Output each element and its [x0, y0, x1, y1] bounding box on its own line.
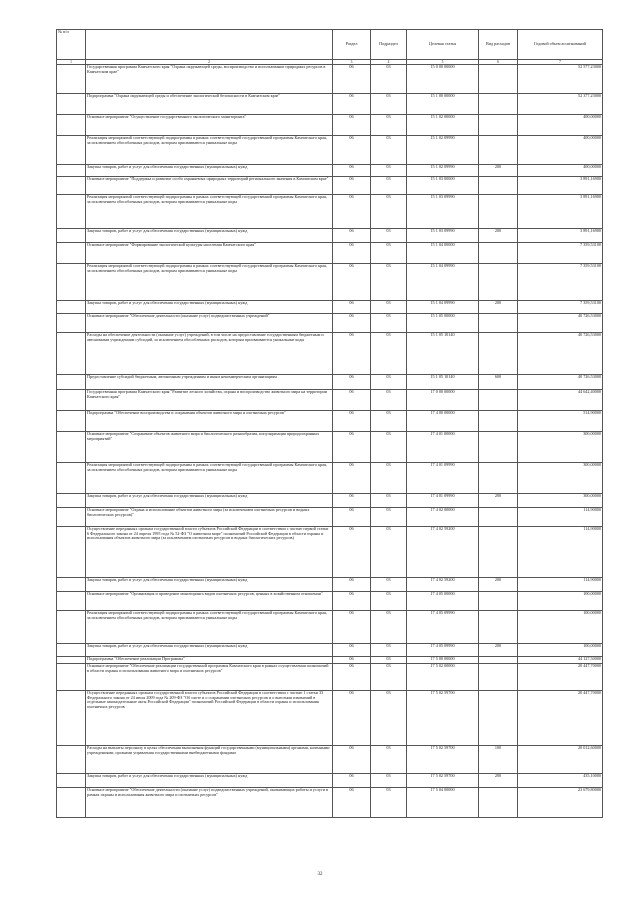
cell-expense-type — [479, 136, 518, 165]
cell-name: Закупка товаров, работ и услуг для обеспечения государственных (муниципальных) нужд — [86, 578, 333, 592]
cell-target: 15 1 05 10140 — [407, 333, 479, 375]
cell-expense-type: 200 — [479, 644, 518, 657]
cell-num — [57, 592, 86, 611]
cell-amount: 44 127,50000 — [518, 657, 603, 664]
cell-target: 15 1 02 00000 — [407, 115, 479, 136]
cell-subsection: 03 — [371, 774, 407, 788]
table-row — [57, 592, 603, 611]
cell-section: 06 — [333, 746, 371, 774]
table-row — [57, 494, 603, 508]
table-row — [57, 94, 603, 115]
cell-subsection: 03 — [371, 65, 407, 94]
cell-name: Расходы на обеспечение деятельности (оказание услуг) учреждений, в том числе на предоставление государственным бюджетным и автономным учреждениям субсидий, за исключением обособленных расходов, которым присваиваются уникальные коды — [86, 333, 333, 375]
table-row — [57, 664, 603, 691]
cell-name: Основное мероприятие "Поддержка и развитие особо охраняемых природных территорий регионального значения в Камчатском крае" — [86, 177, 333, 195]
cell-expense-type — [479, 592, 518, 611]
cell-expense-type — [479, 691, 518, 746]
cell-target: 15 1 03 09990 — [407, 229, 479, 243]
cell-subsection: 03 — [371, 301, 407, 314]
cell-target: 17 4 01 09990 — [407, 463, 479, 494]
cell-name: Подпрограмма "Обеспечение реализации Программы" — [86, 657, 333, 664]
cell-section: 06 — [333, 494, 371, 508]
header-target: Целевая статья — [407, 30, 479, 60]
table-body — [57, 65, 603, 818]
cell-target: 17 5 02 59700 — [407, 774, 479, 788]
table-row — [57, 611, 603, 644]
table-row — [57, 774, 603, 788]
cell-subsection: 03 — [371, 195, 407, 229]
cell-target: 17 4 05 09990 — [407, 611, 479, 644]
cell-section: 06 — [333, 243, 371, 264]
cell-num — [57, 788, 86, 818]
cell-target: 17 5 04 00000 — [407, 788, 479, 818]
cell-num — [57, 195, 86, 229]
cell-name: Реализация мероприятий соответствующей подпрограммы в рамках соответствующей государственной программы Камчатского края, за исключением обособленных расходов, которым присваиваются уникальные коды — [86, 136, 333, 165]
cell-target: 17 5 02 59700 — [407, 746, 479, 774]
cell-name: Основное мероприятие "Обеспечение реализации государственной программы Камчатского края в рамках осуществления полномочий в области охраны и использования животного мира и охотничьих ресурсов" — [86, 664, 333, 691]
column-index-section: 3 — [333, 60, 371, 65]
cell-name: Реализация мероприятий соответствующей подпрограммы в рамках соответствующей государственной программы Камчатского края, за исключением обособленных расходов, которым присваиваются уникальные коды — [86, 195, 333, 229]
cell-subsection: 03 — [371, 746, 407, 774]
table-row — [57, 644, 603, 657]
cell-name: Государственная программа Камчатского края "Охрана окружающей среды, воспроизводство и использование природных ресурсов в Камчатском крае" — [86, 65, 333, 94]
cell-name: Государственная программа Камчатского края "Развитие лесного хозяйства, охрана и воспроизводство животного мира на территории Камчатского края" — [86, 390, 333, 411]
cell-num — [57, 375, 86, 390]
cell-target: 15 1 03 09990 — [407, 195, 479, 229]
cell-name: Основное мероприятие "Обеспечение деятельности (оказание услуг) подведомственных учреждений, оказывающих работы и услуги в рамках охраны и использования животного мира и охотничьих ресурсов" — [86, 788, 333, 818]
cell-section: 06 — [333, 527, 371, 578]
cell-section: 06 — [333, 314, 371, 333]
cell-name: Закупка товаров, работ и услуг для обеспечения государственных (муниципальных) нужд — [86, 644, 333, 657]
cell-section: 06 — [333, 788, 371, 818]
cell-num — [57, 508, 86, 527]
cell-section: 06 — [333, 333, 371, 375]
cell-section: 06 — [333, 508, 371, 527]
table-row — [57, 691, 603, 746]
cell-num — [57, 165, 86, 177]
cell-num — [57, 136, 86, 165]
table-row — [57, 463, 603, 494]
cell-subsection: 03 — [371, 592, 407, 611]
cell-subsection: 03 — [371, 165, 407, 177]
table-row — [57, 333, 603, 375]
table-row — [57, 788, 603, 818]
cell-section: 06 — [333, 463, 371, 494]
cell-name: Основное мероприятие "Обеспечение деятельности (оказание услуг) подведомственных учреждений" — [86, 314, 333, 333]
cell-subsection: 03 — [371, 644, 407, 657]
cell-expense-type: 200 — [479, 774, 518, 788]
cell-expense-type — [479, 432, 518, 463]
cell-target: 17 5 02 00000 — [407, 664, 479, 691]
header-section: Раздел — [333, 30, 371, 60]
table-row — [57, 195, 603, 229]
cell-expense-type — [479, 65, 518, 94]
cell-name: Расходы на выплаты персоналу в целях обеспечения выполнения функций государственными (муниципальными) органами, казенными учреждениями, органами управления государственными внебюджетными фондами — [86, 746, 333, 774]
cell-subsection: 03 — [371, 136, 407, 165]
cell-section: 06 — [333, 578, 371, 592]
cell-expense-type — [479, 94, 518, 115]
cell-subsection: 03 — [371, 264, 407, 301]
cell-amount: 23 679,80000 — [518, 788, 603, 818]
table-row — [57, 375, 603, 390]
cell-subsection: 03 — [371, 508, 407, 527]
table-row — [57, 177, 603, 195]
table-row — [57, 65, 603, 94]
cell-target: 17 0 00 00000 — [407, 390, 479, 411]
cell-target: 17 4 02 00000 — [407, 508, 479, 527]
cell-expense-type — [479, 243, 518, 264]
header-amount: Годовой объем ассигнований — [518, 30, 603, 60]
cell-num — [57, 527, 86, 578]
header-subsection: Подраздел — [371, 30, 407, 60]
cell-expense-type: 600 — [479, 375, 518, 390]
cell-num — [57, 94, 86, 115]
cell-num — [57, 691, 86, 746]
cell-subsection: 03 — [371, 432, 407, 463]
cell-section: 06 — [333, 65, 371, 94]
cell-subsection: 03 — [371, 657, 407, 664]
cell-section: 06 — [333, 657, 371, 664]
table-row — [57, 165, 603, 177]
cell-target: 15 0 00 00000 — [407, 65, 479, 94]
cell-amount: 7 359,53100 — [518, 301, 603, 314]
cell-expense-type — [479, 788, 518, 818]
cell-name: Осуществление переданных органам государственной власти субъектов Российской Федерации в соответствии с частью первой статьи 6 Федерального закона от 24 апреля 1995 года № 52-ФЗ "О животном мире" полномочий Российской Федерации в области охраны и использования объектов животного мира (за исключением охотничьих ресурсов и водных биологических ресурсов) — [86, 527, 333, 578]
cell-amount: 3 891,16900 — [518, 229, 603, 243]
cell-name: Предоставление субсидий бюджетным, автономным учреждениям и иным некоммерческим организациям — [86, 375, 333, 390]
cell-section: 06 — [333, 592, 371, 611]
cell-name: Основное мероприятие "Организация и проведение мониторинга видов охотничьих ресурсов, ценных в хозяйственном отношении" — [86, 592, 333, 611]
cell-expense-type — [479, 527, 518, 578]
cell-amount: 20 447,70000 — [518, 664, 603, 691]
cell-subsection: 03 — [371, 788, 407, 818]
cell-target: 15 1 02 09990 — [407, 136, 479, 165]
cell-expense-type — [479, 333, 518, 375]
header-name — [86, 30, 333, 60]
table-row — [57, 243, 603, 264]
cell-expense-type — [479, 463, 518, 494]
cell-subsection: 03 — [371, 177, 407, 195]
cell-target: 17 4 01 00000 — [407, 432, 479, 463]
cell-subsection: 03 — [371, 664, 407, 691]
cell-section: 06 — [333, 411, 371, 432]
cell-section: 06 — [333, 375, 371, 390]
cell-num — [57, 243, 86, 264]
cell-subsection: 03 — [371, 494, 407, 508]
cell-expense-type: 200 — [479, 301, 518, 314]
column-index-subsection: 4 — [371, 60, 407, 65]
cell-name: Основное мероприятие "Формирование экологической культуры населения Камчатского края" — [86, 243, 333, 264]
cell-num — [57, 65, 86, 94]
column-index-expense_type: 6 — [479, 60, 518, 65]
cell-name: Закупка товаров, работ и услуг для обеспечения государственных (муниципальных) нужд — [86, 229, 333, 243]
table-row — [57, 578, 603, 592]
cell-amount: 435,10000 — [518, 774, 603, 788]
cell-target: 15 1 00 00000 — [407, 94, 479, 115]
cell-target: 15 1 03 00000 — [407, 177, 479, 195]
table-row — [57, 136, 603, 165]
cell-amount: 400,00000 — [518, 165, 603, 177]
cell-num — [57, 664, 86, 691]
cell-target: 15 1 04 09990 — [407, 301, 479, 314]
cell-target: 17 4 01 09990 — [407, 494, 479, 508]
cell-section: 06 — [333, 390, 371, 411]
table-row — [57, 390, 603, 411]
cell-section: 06 — [333, 264, 371, 301]
cell-expense-type: 200 — [479, 165, 518, 177]
cell-subsection: 03 — [371, 390, 407, 411]
cell-num — [57, 301, 86, 314]
cell-expense-type — [479, 664, 518, 691]
cell-name: Закупка товаров, работ и услуг для обеспечения государственных (муниципальных) нужд — [86, 774, 333, 788]
cell-name: Реализация мероприятий соответствующей подпрограммы в рамках соответствующей государственной программы Камчатского края, за исключением обособленных расходов, которым присваиваются уникальные коды — [86, 264, 333, 301]
cell-name: Реализация мероприятий соответствующей подпрограммы в рамках соответствующей государственной программы Камчатского края, за исключением обособленных расходов, которым присваиваются уникальные коды — [86, 463, 333, 494]
cell-section: 06 — [333, 177, 371, 195]
cell-expense-type: 100 — [479, 746, 518, 774]
cell-section: 06 — [333, 691, 371, 746]
cell-expense-type: 200 — [479, 229, 518, 243]
table-row — [57, 115, 603, 136]
cell-name: Подпрограмма "Охрана окружающей среды и обеспечение экологической безопасности в Камчатском крае" — [86, 94, 333, 115]
cell-num — [57, 578, 86, 592]
cell-name: Подпрограмма "Обеспечение воспроизводства и сохранения объектов животного мира и охотничьих ресурсов" — [86, 411, 333, 432]
cell-amount: 400,00000 — [518, 136, 603, 165]
cell-name: Осуществление переданных органам государственной власти субъектов Российской Федерации в соответствии с частью 1 статьи 33 Федерального закона от 24 июля 2009 года № 209-ФЗ "Об охоте и о сохранении охотничьих ресурсов и о внесении изменений в отдельные законодательные акты Российской Федерации" полномочий Российской Федерации в области охраны и использования охотничьих ресурсов — [86, 691, 333, 746]
cell-target: 17 4 05 00000 — [407, 592, 479, 611]
cell-amount: 514,90000 — [518, 411, 603, 432]
cell-expense-type — [479, 390, 518, 411]
cell-name: Закупка товаров, работ и услуг для обеспечения государственных (муниципальных) нужд — [86, 301, 333, 314]
cell-num — [57, 390, 86, 411]
cell-num — [57, 333, 86, 375]
cell-num — [57, 774, 86, 788]
cell-expense-type: 200 — [479, 578, 518, 592]
table-row — [57, 527, 603, 578]
table-row — [57, 432, 603, 463]
table-row — [57, 411, 603, 432]
cell-amount: 300,00000 — [518, 432, 603, 463]
cell-section: 06 — [333, 301, 371, 314]
header-num: № п/п — [57, 30, 86, 60]
cell-num — [57, 264, 86, 301]
table-row — [57, 746, 603, 774]
cell-num — [57, 657, 86, 664]
cell-target: 17 4 05 09990 — [407, 644, 479, 657]
cell-amount: 40 726,53000 — [518, 375, 603, 390]
column-index-name: 2 — [86, 60, 333, 65]
cell-amount: 7 359,53100 — [518, 243, 603, 264]
cell-section: 06 — [333, 644, 371, 657]
cell-amount: 400,00000 — [518, 115, 603, 136]
cell-subsection: 03 — [371, 243, 407, 264]
cell-amount: 100,00000 — [518, 592, 603, 611]
cell-expense-type — [479, 411, 518, 432]
cell-num — [57, 177, 86, 195]
cell-target: 17 4 00 00000 — [407, 411, 479, 432]
cell-amount: 20 447,70000 — [518, 691, 603, 746]
cell-amount: 300,00000 — [518, 463, 603, 494]
cell-name: Основное мероприятие "Осуществление государственного экологического мониторинга" — [86, 115, 333, 136]
cell-subsection: 03 — [371, 314, 407, 333]
cell-target: 17 5 02 59700 — [407, 691, 479, 746]
cell-amount: 100,00000 — [518, 611, 603, 644]
table-row — [57, 508, 603, 527]
cell-expense-type — [479, 115, 518, 136]
cell-target: 15 1 02 09990 — [407, 165, 479, 177]
cell-amount: 3 891,16900 — [518, 195, 603, 229]
cell-expense-type — [479, 314, 518, 333]
cell-num — [57, 229, 86, 243]
cell-amount: 52 577,23000 — [518, 65, 603, 94]
cell-subsection: 03 — [371, 94, 407, 115]
cell-target: 15 1 04 00000 — [407, 243, 479, 264]
cell-section: 06 — [333, 774, 371, 788]
cell-amount: 114,90000 — [518, 527, 603, 578]
cell-subsection: 03 — [371, 463, 407, 494]
cell-expense-type: 200 — [479, 494, 518, 508]
cell-num — [57, 432, 86, 463]
cell-subsection: 03 — [371, 375, 407, 390]
cell-amount: 7 359,53100 — [518, 264, 603, 301]
cell-name: Закупка товаров, работ и услуг для обеспечения государственных (муниципальных) нужд — [86, 165, 333, 177]
table-row — [57, 264, 603, 301]
table-row — [57, 229, 603, 243]
cell-num — [57, 115, 86, 136]
column-index-amount: 7 — [518, 60, 603, 65]
cell-target: 17 5 00 00000 — [407, 657, 479, 664]
cell-num — [57, 494, 86, 508]
cell-amount: 52 377,23000 — [518, 94, 603, 115]
table-row — [57, 657, 603, 664]
table-row — [57, 314, 603, 333]
cell-subsection: 03 — [371, 611, 407, 644]
cell-expense-type — [479, 177, 518, 195]
cell-amount: 114,90000 — [518, 578, 603, 592]
page-number: 32 — [317, 872, 323, 877]
cell-num — [57, 314, 86, 333]
table-row — [57, 301, 603, 314]
column-index-target: 5 — [407, 60, 479, 65]
cell-amount: 3 891,16900 — [518, 177, 603, 195]
cell-amount: 20 012,60000 — [518, 746, 603, 774]
cell-section: 06 — [333, 165, 371, 177]
table-header-row — [57, 30, 603, 60]
cell-amount: 44 642,40000 — [518, 390, 603, 411]
cell-expense-type — [479, 508, 518, 527]
cell-expense-type — [479, 657, 518, 664]
cell-subsection: 03 — [371, 691, 407, 746]
cell-expense-type — [479, 264, 518, 301]
cell-amount: 40 726,53000 — [518, 333, 603, 375]
cell-target: 15 1 05 00000 — [407, 314, 479, 333]
cell-subsection: 03 — [371, 578, 407, 592]
column-index-num: 1 — [57, 60, 86, 65]
header-expense_type: Вид расходов — [479, 30, 518, 60]
cell-section: 06 — [333, 611, 371, 644]
cell-name: Реализация мероприятий соответствующей подпрограммы в рамках соответствующей государственной программы Камчатского края, за исключением обособленных расходов, которым присваиваются уникальные коды — [86, 611, 333, 644]
cell-num — [57, 411, 86, 432]
cell-section: 06 — [333, 664, 371, 691]
cell-amount: 300,00000 — [518, 494, 603, 508]
cell-section: 06 — [333, 94, 371, 115]
cell-section: 06 — [333, 136, 371, 165]
cell-target: 17 4 02 59200 — [407, 527, 479, 578]
cell-section: 06 — [333, 432, 371, 463]
cell-subsection: 03 — [371, 229, 407, 243]
cell-num — [57, 463, 86, 494]
cell-section: 06 — [333, 195, 371, 229]
cell-subsection: 03 — [371, 527, 407, 578]
cell-target: 17 4 02 59200 — [407, 578, 479, 592]
cell-section: 06 — [333, 115, 371, 136]
cell-target: 15 1 04 09990 — [407, 264, 479, 301]
cell-amount: 40 726,53000 — [518, 314, 603, 333]
cell-amount: 100,00000 — [518, 644, 603, 657]
cell-expense-type — [479, 195, 518, 229]
cell-section: 06 — [333, 229, 371, 243]
cell-num — [57, 644, 86, 657]
cell-subsection: 03 — [371, 411, 407, 432]
budget-table — [56, 29, 603, 818]
cell-num — [57, 611, 86, 644]
cell-name: Основное мероприятие "Сохранение объектов животного мира и биологического разнообразия, популяризация природоохранных мероприятий" — [86, 432, 333, 463]
cell-num — [57, 746, 86, 774]
cell-name: Закупка товаров, работ и услуг для обеспечения государственных (муниципальных) нужд — [86, 494, 333, 508]
cell-name: Основное мероприятие "Охрана и использование объектов животного мира (за исключением охотничьих ресурсов и водных биологических ресурсов)" — [86, 508, 333, 527]
cell-subsection: 03 — [371, 333, 407, 375]
cell-expense-type — [479, 611, 518, 644]
cell-target: 15 1 05 10140 — [407, 375, 479, 390]
cell-subsection: 03 — [371, 115, 407, 136]
cell-amount: 114,90000 — [518, 508, 603, 527]
